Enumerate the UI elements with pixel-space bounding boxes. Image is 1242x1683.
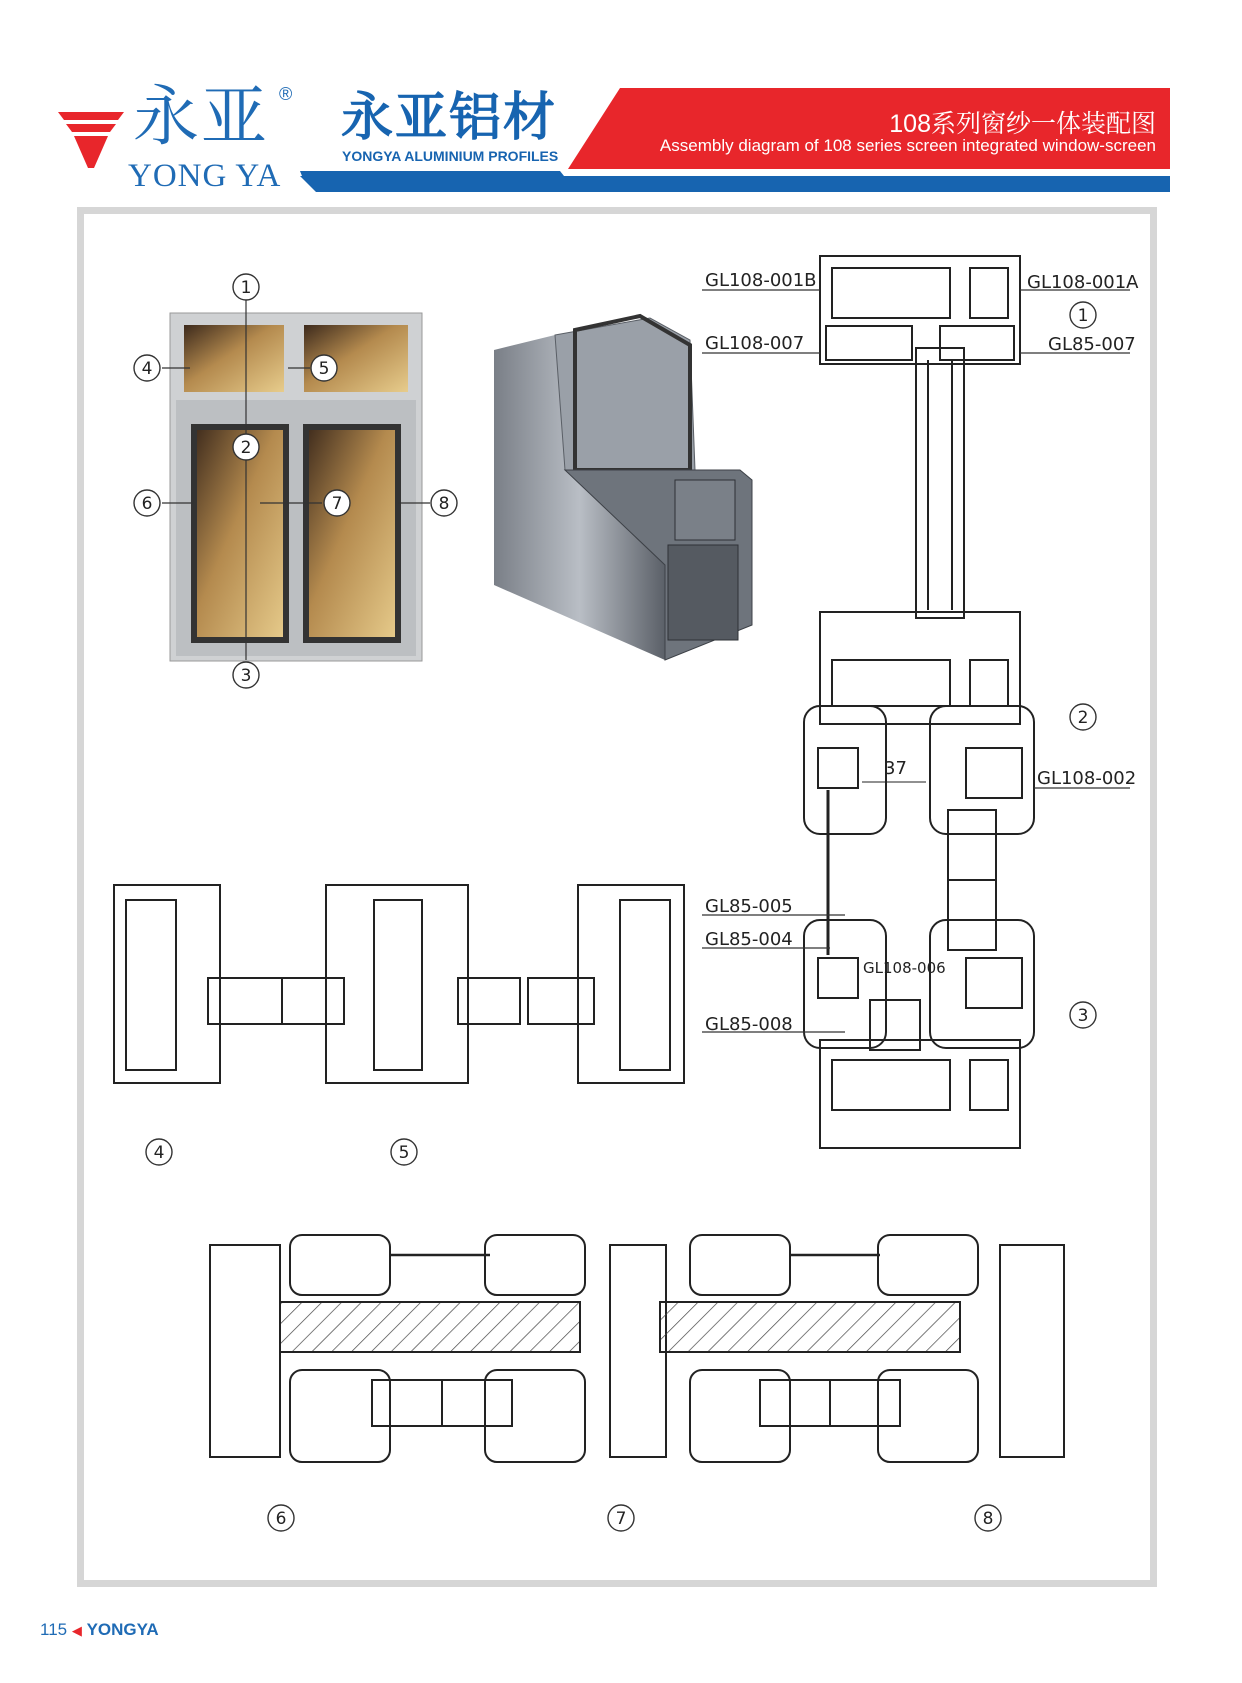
- part-label-gl108-007: GL108-007: [705, 333, 805, 354]
- company-name-en: YONGYA ALUMINIUM PROFILES: [342, 148, 559, 164]
- part-label-gl108-006: GL108-006: [863, 959, 946, 977]
- part-label-gl85-005: GL85-005: [705, 896, 793, 917]
- callout-4: 4: [141, 359, 153, 379]
- horizontal-section-6-7-8: [210, 1235, 1064, 1462]
- callout-1: 1: [240, 278, 252, 298]
- section-marker-7: 7: [615, 1509, 627, 1529]
- horizontal-section-4-5: [114, 885, 684, 1083]
- profile-3d-render: [494, 316, 752, 660]
- brand-name-cn: 永亚: [133, 78, 269, 155]
- part-label-gl108-001b: GL108-001B: [705, 270, 817, 291]
- dimension-37: 37: [884, 758, 907, 779]
- section-marker-4: 4: [153, 1143, 165, 1163]
- callout-2: 2: [240, 438, 252, 458]
- part-label-gl108-002: GL108-002: [1037, 768, 1137, 789]
- part-label-gl108-001a: GL108-001A: [1027, 272, 1139, 293]
- callout-5: 5: [318, 359, 330, 379]
- part-label-gl85-007: GL85-007: [1048, 334, 1136, 355]
- vertical-section-drawing: [804, 256, 1034, 1148]
- section-marker-1: 1: [1077, 306, 1089, 326]
- footer-arrow-icon: ◀: [71, 1623, 82, 1638]
- brand-name-en: YONG YA: [128, 158, 282, 194]
- window-elevation-image: [170, 313, 422, 661]
- section-marker-2: 2: [1077, 708, 1089, 728]
- footer-brand: YONGYA: [86, 1620, 159, 1639]
- page-number: 115: [40, 1620, 68, 1639]
- section-marker-8: 8: [982, 1509, 994, 1529]
- page-footer: [40, 1620, 159, 1640]
- callout-3: 3: [240, 666, 252, 686]
- page-title-cn: 108系列窗纱一体装配图: [889, 110, 1156, 138]
- callout-7: 7: [331, 494, 343, 514]
- section-marker-3: 3: [1077, 1006, 1089, 1026]
- section-marker-6: 6: [275, 1509, 287, 1529]
- registered-mark: ®: [279, 84, 293, 104]
- section-marker-5: 5: [398, 1143, 410, 1163]
- part-label-gl85-008: GL85-008: [705, 1014, 793, 1035]
- company-name-cn: 永亚铝材: [341, 89, 558, 147]
- part-label-gl85-004: GL85-004: [705, 929, 793, 950]
- callout-8: 8: [438, 494, 450, 514]
- page-title-en: Assembly diagram of 108 series screen integrated window-screen: [659, 136, 1156, 155]
- callout-6: 6: [141, 494, 153, 514]
